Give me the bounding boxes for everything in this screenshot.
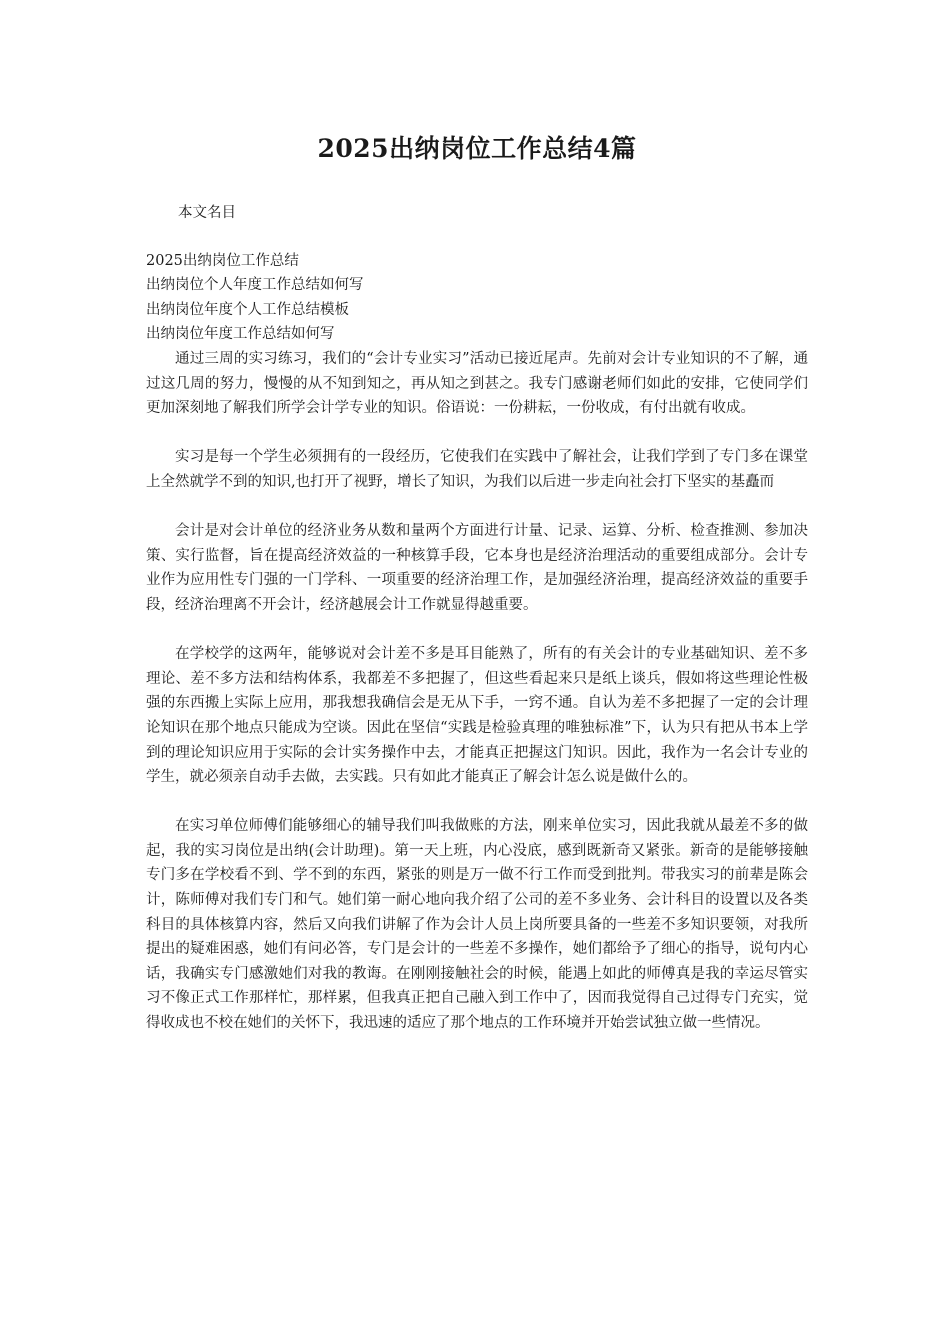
- table-of-contents: [146, 249, 364, 346]
- toc-item: 出纳岗位个人年度工作总结如何写: [146, 277, 364, 294]
- body-paragraph: 通过三周的实习练习，我们的“会计专业实习”活动已接近尾声。先前对会计专业知识的不了解，通过这几周的努力，慢慢的从不知到知之，再从知之到甚之。我专门感谢老师们如此的安排，它使同学们更加深刻地了解我们所学会计学专业的知识。俗语说：一份耕耘，一份收成，有付出就有收成。: [146, 351, 808, 417]
- document-page: [146, 0, 808, 1344]
- body-paragraph: 会计是对会计单位的经济业务从数和量两个方面进行计量、记录、运算、分析、检查推测、参加决策、实行监督，旨在提高经济效益的一种核算手段，它本身也是经济治理活动的重要组成部分。会计专业作为应用性专门强的一门学科、一项重要的经济治理工作，是加强经济治理，提高经济效益的重要手段，经济治理离不开会计，经济越展会计工作就显得越重要。: [146, 523, 808, 613]
- toc-item: 出纳岗位年度工作总结如何写: [146, 325, 335, 342]
- body-paragraph: 在学校学的这两年，能够说对会计差不多是耳目能熟了，所有的有关会计的专业基础知识、差不多理论、差不多方法和结构体系，我都差不多把握了，但这些看起来只是纸上谈兵，假如将这些理论性极强的东西搬上实际上应用，那我想我确信会是无从下手，一窍不通。自认为差不多把握了一定的会计理论知识在那个地点只能成为空谈。因此在坚信“实践是检验真理的唯独标准”下，认为只有把从书本上学到的理论知识应用于实际的会计实务操作中去，才能真正把握这门知识。因此，我作为一名会计专业的学生，就必须亲自动手去做，去实践。只有如此才能真正了解会计怎么说是做什么的。: [146, 646, 808, 786]
- body-paragraph: 在实习单位师傅们能够细心的辅导我们叫我做账的方法，刚来单位实习，因此我就从最差不多的做起，我的实习岗位是出纳(会计助理)。第一天上班，内心没底，感到既新奇又紧张。新奇的是能够接触专门多在学校看不到、学不到的东西，紧张的则是万一做不行工作而受到批判。带我实习的前辈是陈会计，陈师傅对我们专门和气。她们第一耐心地向我介绍了公司的差不多业务、会计科目的设置以及各类科目的具体核算内容，然后又向我们讲解了作为会计人员上岗所要具备的一些差不多知识要领，对我所提出的疑难困惑，她们有问必答，专门是会计的一些差不多操作，她们都给予了细心的指导，说句内心话，我确实专门感激她们对我的教诲。在刚刚接触社会的时候，能遇上如此的师傅真是我的幸运尽管实习不像正式工作那样忙，那样累，但我真正把自己融入到工作中了，因而我觉得自己过得专门充实，觉得收成也不校在她们的关怀下，我迅速的适应了那个地点的工作环境并开始尝试独立做一些情况。: [146, 818, 808, 1032]
- document-title: 2025出纳岗位工作总结4篇: [317, 134, 637, 163]
- toc-item: 2025出纳岗位工作总结: [146, 253, 299, 269]
- body-paragraph: 实习是每一个学生必须拥有的一段经历，它使我们在实践中了解社会，让我们学到了专门多在课堂上全然就学不到的知识,也打开了视野，增长了知识，为我们以后进一步走向社会打下坚实的基矗而: [146, 449, 808, 490]
- toc-item: 出纳岗位年度个人工作总结模板: [146, 301, 349, 318]
- document-body: [146, 347, 808, 1036]
- toc-heading: 本文名目: [178, 205, 236, 221]
